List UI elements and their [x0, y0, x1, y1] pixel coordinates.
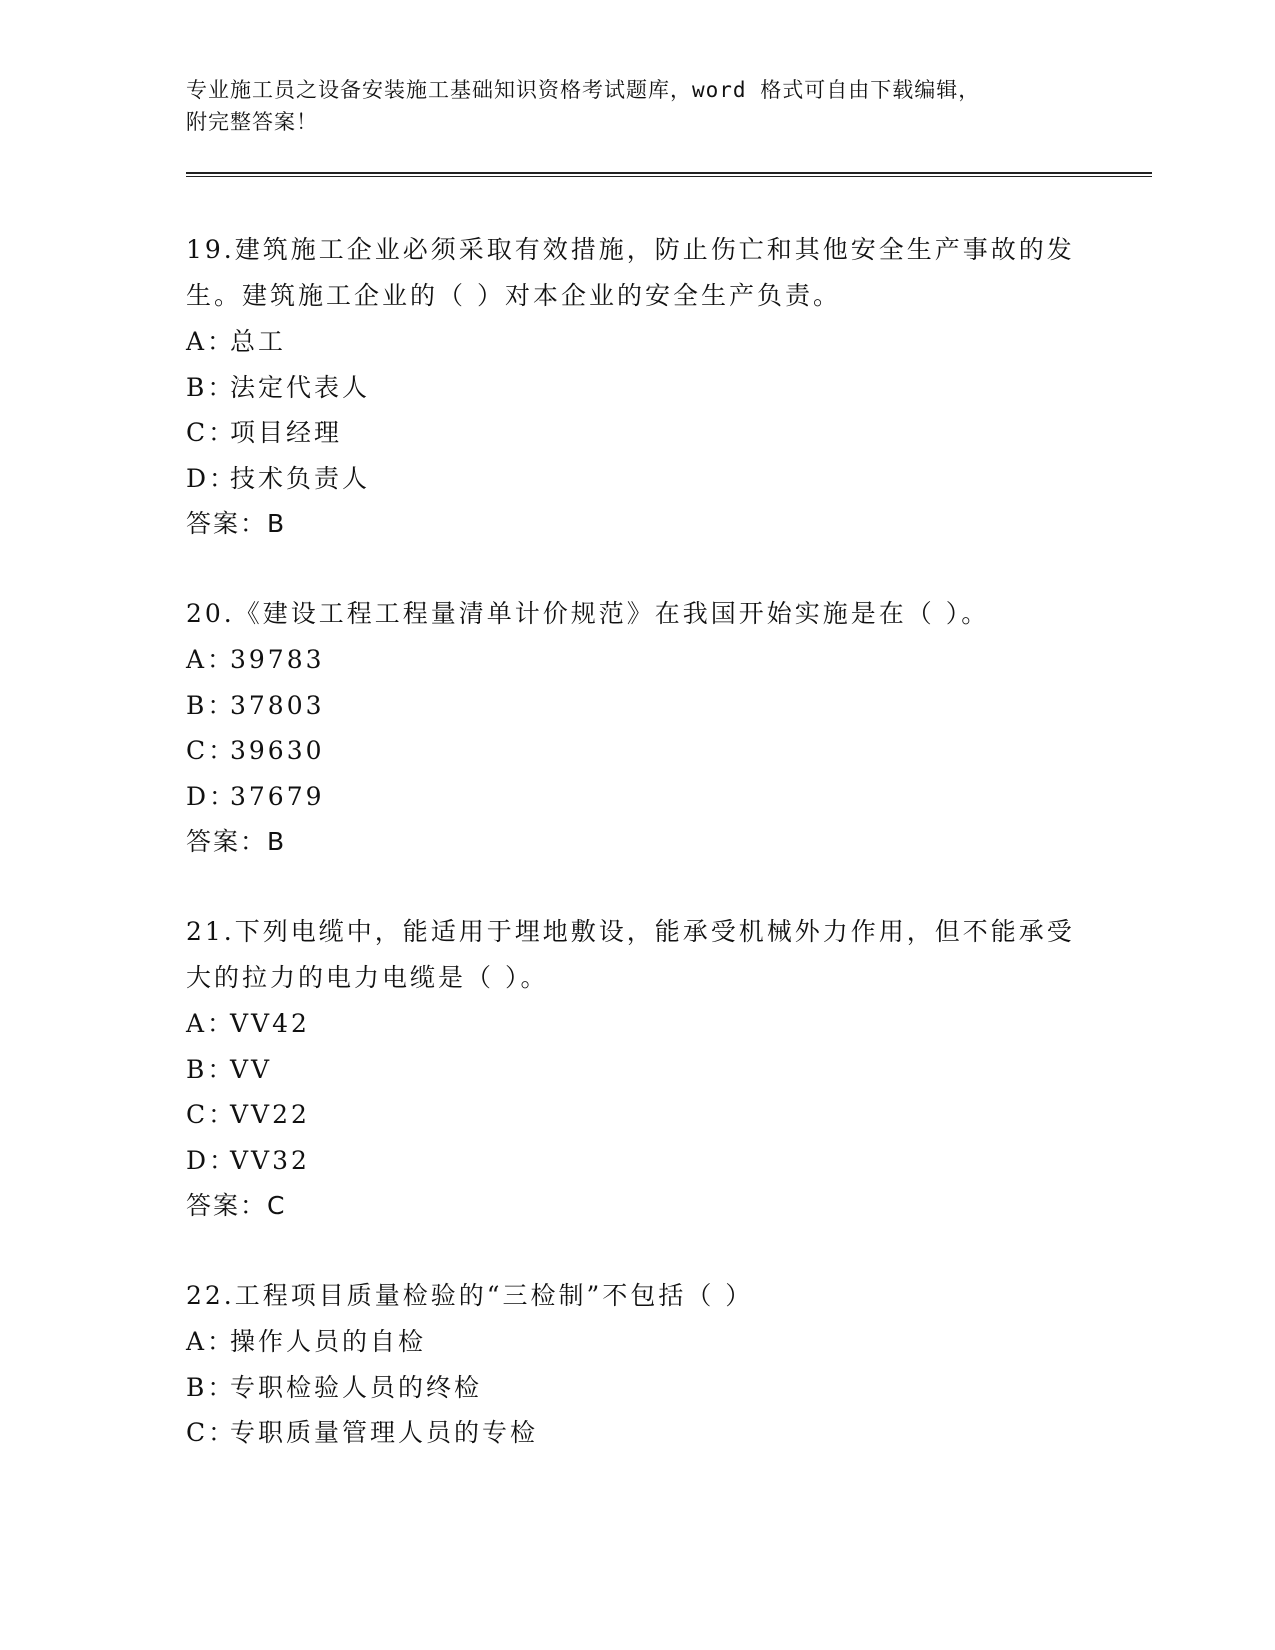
option-letter: D： — [186, 1145, 238, 1175]
question-text: 21.下列电缆中，能适用于埋地敷设，能承受机械外力作用，但不能承受大的拉力的电力电缆是（ ）。 — [186, 917, 1075, 992]
option-text: 专职检验人员的终检 — [230, 1372, 483, 1402]
option-letter: C： — [186, 1418, 237, 1447]
option-letter: D： — [186, 781, 238, 811]
option-d — [186, 774, 1146, 820]
option-letter: A： — [186, 645, 236, 674]
option-text: 技术负责人 — [230, 463, 371, 493]
option-text: 39783 — [230, 645, 325, 674]
document-page — [186, 74, 1146, 1500]
option-a — [186, 637, 1146, 683]
option-d — [186, 456, 1146, 502]
option-text: 37803 — [230, 690, 325, 720]
option-text: 操作人员的自检 — [230, 1327, 427, 1356]
option-a — [186, 319, 1146, 365]
question-19 — [186, 227, 1146, 547]
question-text: 19.建筑施工企业必须采取有效措施，防止伤亡和其他安全生产事故的发生。建筑施工企业的（ ）对本企业的安全生产负责。 — [186, 235, 1075, 310]
option-letter: C： — [186, 1100, 237, 1129]
answer-line: 答案：B — [186, 827, 287, 856]
answer-line: 答案：C — [186, 1191, 287, 1220]
option-text: VV22 — [230, 1100, 310, 1129]
question-22 — [186, 1273, 1146, 1456]
option-letter: B： — [186, 1054, 236, 1084]
option-letter: A： — [186, 1009, 236, 1038]
option-text: 法定代表人 — [230, 372, 371, 402]
option-letter: B： — [186, 1372, 236, 1402]
question-list — [186, 227, 1146, 1456]
header-line-1: 专业施工员之设备安装施工基础知识资格考试题库，word 格式可自由下载编辑， — [186, 78, 981, 102]
option-c — [186, 410, 1146, 456]
question-21 — [186, 909, 1146, 1229]
option-text: 专职质量管理人员的专检 — [230, 1418, 539, 1447]
header-line-2: 附完整答案！ — [186, 110, 318, 134]
header-divider — [186, 172, 1152, 177]
option-a — [186, 1319, 1146, 1365]
option-c — [186, 728, 1146, 774]
option-d — [186, 1138, 1146, 1184]
option-letter: B： — [186, 690, 236, 720]
option-c — [186, 1092, 1146, 1138]
answer-line: 答案：B — [186, 509, 287, 538]
option-letter: A： — [186, 1327, 236, 1356]
question-text: 20.《建设工程工程量清单计价规范》在我国开始实施是在（ ）。 — [186, 599, 990, 628]
option-b — [186, 683, 1146, 729]
option-b — [186, 1047, 1146, 1093]
option-text: VV — [230, 1054, 273, 1084]
option-c — [186, 1410, 1146, 1456]
option-letter: C： — [186, 418, 237, 447]
option-letter: C： — [186, 736, 237, 765]
option-b — [186, 365, 1146, 411]
option-a — [186, 1001, 1146, 1047]
option-letter: A： — [186, 327, 236, 356]
option-letter: D： — [186, 463, 238, 493]
option-text: 39630 — [230, 736, 325, 765]
option-text: VV42 — [230, 1009, 310, 1038]
document-header — [186, 74, 1086, 138]
question-20 — [186, 591, 1146, 865]
option-text: 37679 — [230, 781, 325, 811]
question-text: 22.工程项目质量检验的“三检制”不包括（ ） — [186, 1281, 754, 1310]
option-text: 总工 — [230, 327, 287, 356]
option-letter: B： — [186, 372, 236, 402]
option-text: 项目经理 — [230, 418, 343, 447]
option-text: VV32 — [230, 1145, 310, 1175]
option-b — [186, 1365, 1146, 1411]
